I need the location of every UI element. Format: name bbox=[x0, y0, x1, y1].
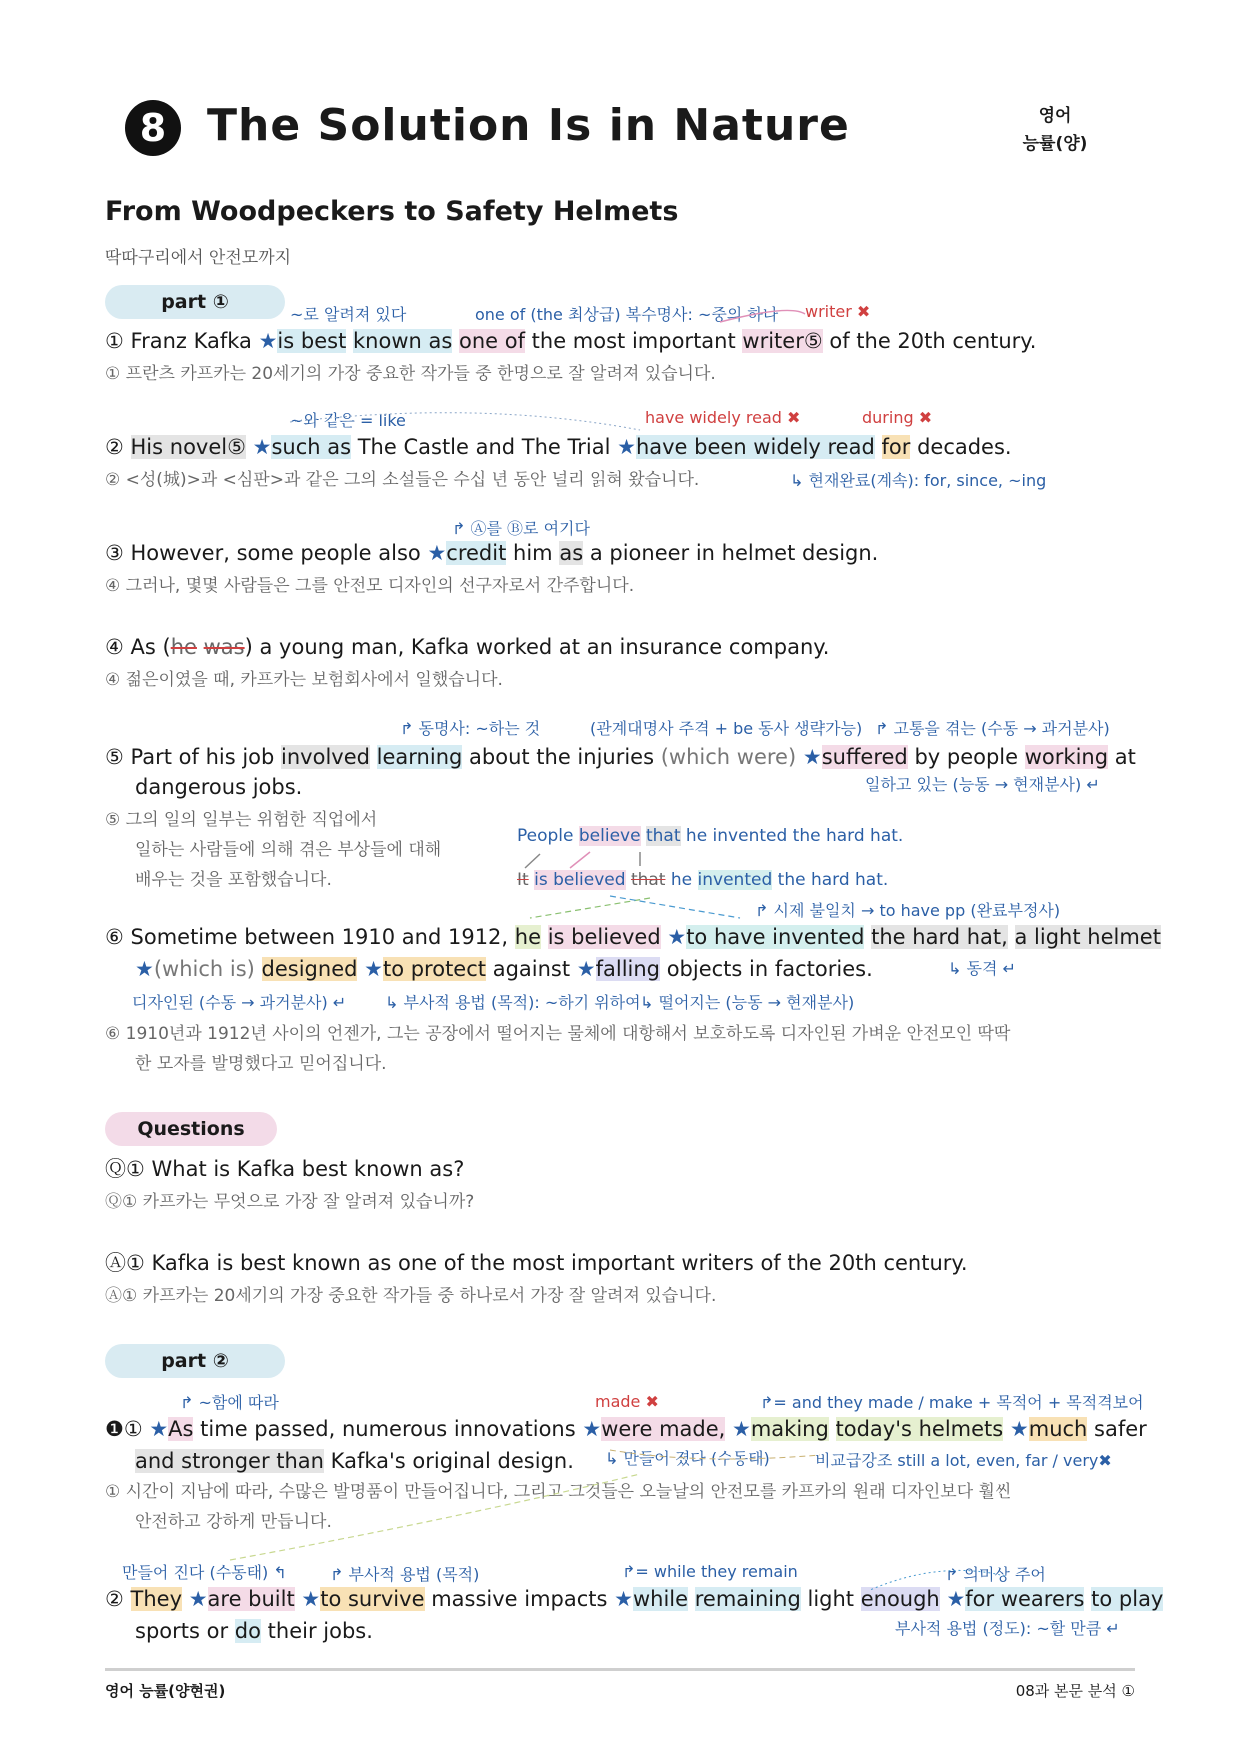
p2s1-note-much: 비교급강조 still a lot, even, far / very✖ bbox=[815, 1451, 1112, 1470]
s6-translation-2: 한 모자를 발명했다고 믿어집니다. bbox=[135, 1054, 387, 1074]
p2s2-sentence: ② They ★are built ★to survive massive impacts ★while remaining light enough ★for wearers to play bbox=[105, 1587, 1164, 1611]
s4-translation: ④ 젊은이였을 때, 카프카는 보험회사에서 일했습니다. bbox=[105, 670, 503, 690]
footer-left: 영어 능률(양현권) bbox=[105, 1682, 226, 1700]
p2s2-note-enough: 부사적 용법 (정도): ~할 만큼 ↵ bbox=[895, 1619, 1120, 1638]
s6-translation-1: ⑥ 1910년과 1912년 사이의 언젠가, 그는 공장에서 떨어지는 물체에 대항해서 보호하도록 디자인된 가벼운 안전모인 딱딱 bbox=[105, 1024, 1011, 1044]
s5-note-gerund: ↱ 동명사: ~하는 것 bbox=[400, 719, 541, 738]
s1-note-known-as: ~로 알려져 있다 bbox=[290, 305, 407, 324]
s4-sentence: ④ As (he was) a young man, Kafka worked at an insurance company. bbox=[105, 635, 830, 659]
s6-note-falling: ↳ 떨어지는 (능동 → 현재분사) bbox=[640, 993, 855, 1012]
s1-translation: ① 프란츠 카프카는 20세기의 가장 중요한 작가들 중 한명으로 잘 알려져 있습니다. bbox=[105, 364, 716, 384]
s5-note-relative: (관계대명사 주격 + be 동사 생략가능) bbox=[590, 719, 863, 738]
s2-note-during: during ✖ bbox=[862, 408, 933, 427]
p2s2-note-are-built: 만들어 진다 (수동태) ↰ bbox=[122, 1563, 287, 1582]
s2-note-such-as: ~와 같은 = like bbox=[290, 411, 406, 430]
s2-translation: ② <성(城)>과 <심판>과 같은 그의 소설들은 수십 년 동안 널리 읽혀 왔습니다. bbox=[105, 470, 700, 490]
s2-note-present-perfect: ↳ 현재완료(계속): for, since, ~ing bbox=[790, 471, 1047, 490]
p2s1-note-as: ↱ ~함에 따라 bbox=[180, 1393, 279, 1412]
answer-1-translation: Ⓐ① 카프카는 20세기의 가장 중요한 작가들 중 하나로서 가장 잘 알려져 있습니다. bbox=[105, 1286, 717, 1306]
publisher-label: 능률(양) bbox=[1022, 134, 1088, 154]
s5-translation-1: ⑤ 그의 일의 일부는 위험한 직업에서 bbox=[105, 810, 378, 830]
s1-note-writer: writer ✖ bbox=[805, 302, 871, 321]
p2s1-sentence: ❶① ★As time passed, numerous innovations ★were made, ★making today's helmets ★much safer bbox=[105, 1417, 1147, 1441]
s5-sentence: ⑤ Part of his job involved learning about the injuries (which were) ★suffered by people working at bbox=[105, 745, 1136, 769]
p2s1-translation-1: ① 시간이 지남에 따라, 수많은 발명품이 만들어집니다, 그리고 그것들은 오늘날의 안전모를 카프카의 원래 디자인보다 훨씬 bbox=[105, 1482, 1012, 1502]
p2s1-note-made: made ✖ bbox=[595, 1392, 659, 1411]
s6-sentence: ⑥ Sometime between 1910 and 1912, he is believed ★to have invented the hard hat, a light helmet bbox=[105, 925, 1161, 949]
s1-sentence: ① Franz Kafka ★is best known as one of the most important writer⑤ of the 20th century. bbox=[105, 329, 1037, 353]
s1-note-one-of: one of (the 최상급) 복수명사: ~중의 하나 bbox=[475, 305, 779, 324]
page-title: The Solution Is in Nature bbox=[207, 100, 850, 151]
answer-1: Ⓐ① Kafka is best known as one of the most important writers of the 20th century. bbox=[105, 1251, 968, 1275]
s3-translation: ④ 그러나, 몇몇 사람들은 그를 안전모 디자인의 선구자로서 간주합니다. bbox=[105, 576, 635, 596]
s3-sentence: ③ However, some people also ★credit him as a pioneer in helmet design. bbox=[105, 541, 879, 565]
part2-pill: part ② bbox=[105, 1344, 285, 1378]
subject-label: 영어 bbox=[1038, 106, 1072, 126]
s5-note-suffered: ↱ 고통을 겪는 (수동 → 과거분사) bbox=[875, 719, 1110, 738]
p2s2-sentence-line2: sports or do their jobs. bbox=[135, 1619, 373, 1643]
s6-note-designed: 디자인된 (수동 → 과거분사) ↵ bbox=[132, 993, 347, 1012]
section-subtitle: From Woodpeckers to Safety Helmets bbox=[105, 196, 679, 227]
questions-pill: Questions bbox=[105, 1112, 277, 1146]
section-subtitle-kr: 딱따구리에서 안전모까지 bbox=[105, 248, 292, 268]
s6-example-passive: It is believed that he invented the hard hat. bbox=[517, 870, 889, 890]
s3-note-credit: ↱ Ⓐ를 Ⓑ로 여기다 bbox=[452, 519, 590, 538]
p2s1-sentence-line2: and stronger than Kafka's original design. bbox=[135, 1449, 574, 1473]
p2s2-note-while: ↱= while they remain bbox=[622, 1562, 798, 1581]
footer-right: 08과 본문 분석 ① bbox=[1015, 1682, 1135, 1700]
s2-note-have-widely: have widely read ✖ bbox=[645, 408, 801, 427]
s5-note-working: 일하고 있는 (능동 → 현재분사) ↵ bbox=[865, 775, 1100, 794]
s6-note-to-protect: ↳ 부사적 용법 (목적): ~하기 위하여 bbox=[385, 993, 641, 1012]
p2s1-translation-2: 안전하고 강하게 만듭니다. bbox=[135, 1512, 332, 1532]
p2s2-note-to-survive: ↱ 부사적 용법 (목적) bbox=[330, 1565, 480, 1584]
s5-translation-3: 배우는 것을 포함했습니다. bbox=[135, 870, 332, 890]
subject-tag bbox=[995, 102, 1115, 158]
lesson-number-badge: 8 bbox=[125, 100, 181, 156]
s5-sentence-line2: dangerous jobs. bbox=[135, 775, 303, 799]
s6-sentence-line2: ★(which is) designed ★to protect against ★falling objects in factories. bbox=[135, 957, 873, 981]
s2-sentence: ② His novel⑤ ★such as The Castle and The Trial ★have been widely read for decades. bbox=[105, 435, 1012, 459]
p2s1-note-making: ↱= and they made / make + 목적어 + 목적격보어 bbox=[760, 1393, 1144, 1412]
s6-example-active: People believe that he invented the hard hat. bbox=[517, 826, 904, 846]
s6-note-appositive: ↳ 동격 ↵ bbox=[948, 959, 1016, 978]
s6-note-perfect-inf: ↱ 시제 불일치 → to have pp (완료부정사) bbox=[755, 901, 1061, 920]
p2s1-note-were-made: ↳ 만들어 졌다 (수동태) bbox=[605, 1449, 770, 1468]
part1-pill: part ① bbox=[105, 285, 285, 319]
question-1: Ⓠ① What is Kafka best known as? bbox=[105, 1157, 465, 1181]
footer-divider bbox=[105, 1668, 1135, 1671]
p2s2-note-for-wearers: ↱ 의미상 주어 bbox=[945, 1565, 1046, 1584]
question-1-translation: Ⓠ① 카프카는 무엇으로 가장 잘 알려져 있습니까? bbox=[105, 1192, 475, 1212]
s5-translation-2: 일하는 사람들에 의해 겪은 부상들에 대해 bbox=[135, 840, 442, 860]
